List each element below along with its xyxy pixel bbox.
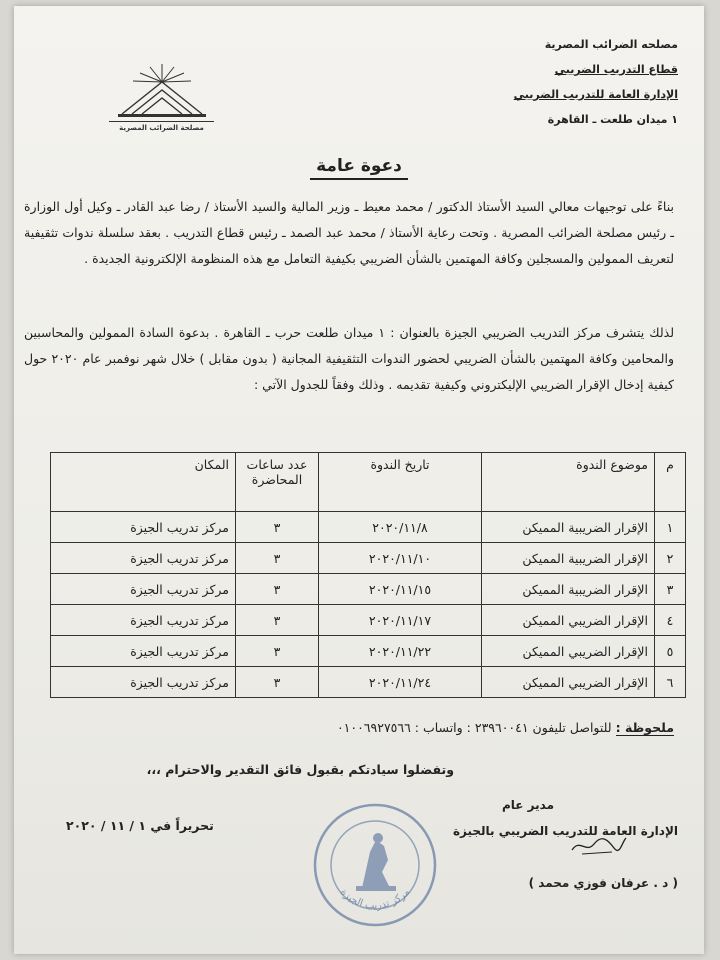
- row-date: ٢٠٢٠/١١/٢٢: [319, 636, 482, 667]
- row-num: ٥: [655, 636, 686, 667]
- table-header-row: [51, 453, 686, 512]
- row-date: ٢٠٢٠/١١/٢٤: [319, 667, 482, 698]
- row-date: ٢٠٢٠/١١/١٥: [319, 574, 482, 605]
- invitation-paragraph: لذلك يتشرف مركز التدريب الضريبي الجيزة بالعنوان : ١ ميدان طلعت حرب ـ القاهرة . بدعوة السادة الممولين والمحاسبين والمحامين وكافة المهتمين بالشأن الضريبي لحضور الندوات التثقيفية المجانية ( بدون مقابل ) خلال شهر نوفمبر عام ٢٠٢٠ حول كيفية إدخال الإقرار الضريبي الإليكتروني وكيفية تقديمه . وذلك وفقاً للجدول الآتي :: [24, 325, 675, 392]
- table-row: [51, 574, 686, 605]
- row-date: ٢٠٢٠/١١/٨: [319, 512, 482, 543]
- header-place: المكان: [51, 453, 236, 512]
- letterhead-line: ١ ميدان طلعت ـ القاهرة: [547, 113, 678, 126]
- row-topic: الإقرار الضريبي المميكن: [482, 636, 655, 667]
- row-num: ٤: [655, 605, 686, 636]
- stamp-text: مركز تدريب الجيزة: [337, 886, 413, 912]
- row-hours: ٣: [236, 667, 319, 698]
- row-num: ٦: [655, 667, 686, 698]
- row-place: مركز تدريب الجيزة: [51, 605, 236, 636]
- row-hours: ٣: [236, 543, 319, 574]
- note-label: ملحوظة :: [615, 720, 674, 735]
- seminar-schedule-table: [50, 452, 686, 698]
- signer-name: ( د . عرفان فوزي محمد ): [528, 876, 678, 890]
- letterhead-line: قطاع التدريب الضريبي: [554, 63, 678, 76]
- logo-caption: مصلحة الضرائب المصرية: [109, 121, 214, 132]
- table-row: [51, 543, 686, 574]
- signer-role: مدير عام: [501, 798, 554, 812]
- row-topic: الإقرار الضريبية المميكن: [482, 543, 655, 574]
- letterhead-line: مصلحه الضرائب المصرية: [544, 38, 678, 51]
- row-place: مركز تدريب الجيزة: [51, 574, 236, 605]
- issue-date: تحريراً في ١ / ١١ / ٢٠٢٠: [66, 818, 214, 833]
- closing-line: وتفضلوا سيادتكم بقبول فائق التقدير والاحترام ،،،: [146, 762, 454, 777]
- row-topic: الإقرار الضريبي المميكن: [482, 605, 655, 636]
- letterhead: [438, 32, 678, 132]
- intro-paragraph: بناءً على توجيهات معالي السيد الأستاذ الدكتور / محمد معيط ـ وزير المالية والسيد الأستاذ / رضا عبد القادر ـ وكيل أول الوزارة ـ رئيس مصلحة الضرائب المصرية . وتحت رعاية الأستاذ / محمد عبد الصمد ـ رئيس قطاع التدريب . بعقد سلسلة ندوات تثقيفية لتعريف الممولين والمسجلين وكافة المهتمين بالشأن الضريبي بكيفية التعامل مع هذه المنظومة الإلكترونية الجديدة .: [24, 199, 674, 266]
- note-text: للتواصل تليفون ٢٣٩٦٠٠٤١ : واتساب : ٠١٠٠٦٩٢٧٥٦٦: [336, 720, 612, 735]
- official-stamp: [310, 800, 440, 930]
- signer-department: الإدارة العامة للتدريب الضريبي بالجيزة: [452, 824, 678, 838]
- header-date: تاريخ الندوة: [319, 453, 482, 512]
- row-date: ٢٠٢٠/١١/١٧: [319, 605, 482, 636]
- row-num: ٣: [655, 574, 686, 605]
- table-row: [51, 636, 686, 667]
- row-place: مركز تدريب الجيزة: [51, 667, 236, 698]
- row-topic: الإقرار الضريبية المميكن: [482, 574, 655, 605]
- document-title: [14, 156, 704, 176]
- document-page: [14, 6, 704, 954]
- row-hours: ٣: [236, 636, 319, 667]
- contact-note: [337, 720, 674, 735]
- row-hours: ٣: [236, 605, 319, 636]
- title-text: دعوة عامة: [310, 156, 408, 180]
- row-place: مركز تدريب الجيزة: [51, 543, 236, 574]
- table-row: [51, 667, 686, 698]
- header-topic: موضوع الندوة: [482, 453, 655, 512]
- row-hours: ٣: [236, 574, 319, 605]
- row-num: ١: [655, 512, 686, 543]
- row-date: ٢٠٢٠/١١/١٠: [319, 543, 482, 574]
- tax-authority-logo: [102, 56, 222, 146]
- header-num: م: [655, 453, 686, 512]
- row-place: مركز تدريب الجيزة: [51, 512, 236, 543]
- table-row: [51, 512, 686, 543]
- header-hours: عدد ساعات المحاضرة: [236, 453, 319, 512]
- signature-block: [428, 792, 678, 896]
- row-topic: الإقرار الضريبي المميكن: [482, 667, 655, 698]
- table-row: [51, 605, 686, 636]
- row-hours: ٣: [236, 512, 319, 543]
- row-num: ٢: [655, 543, 686, 574]
- handwritten-signature: [568, 832, 628, 858]
- letterhead-line: الإدارة العامة للتدريب الضريبي: [513, 88, 678, 101]
- row-topic: الإقرار الضريبية المميكن: [482, 512, 655, 543]
- row-place: مركز تدريب الجيزة: [51, 636, 236, 667]
